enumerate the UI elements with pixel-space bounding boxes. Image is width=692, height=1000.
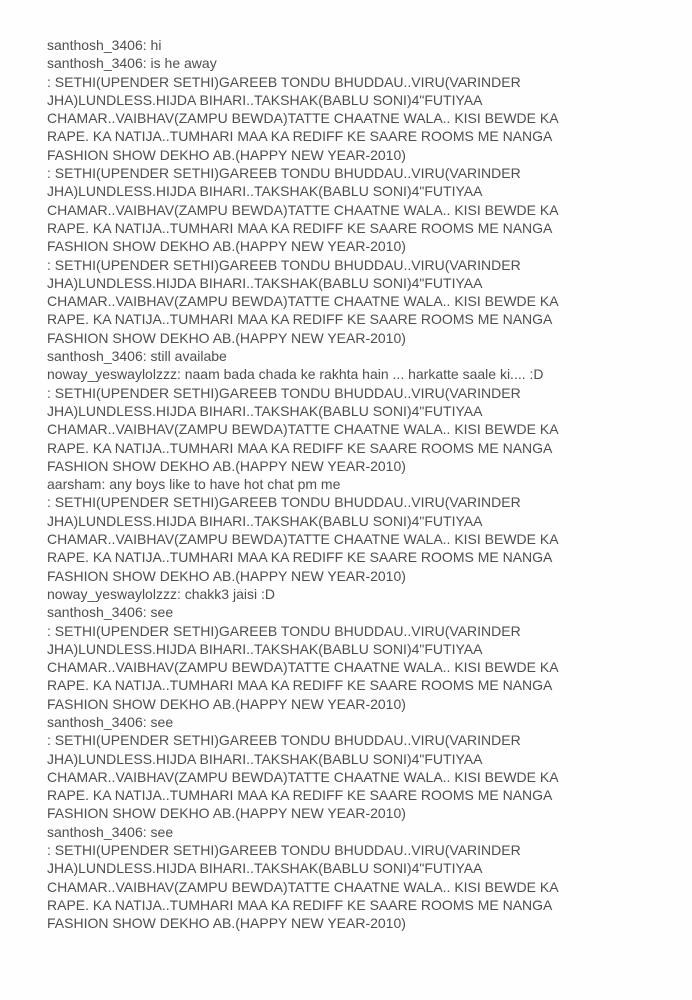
spam-message-line — [47, 256, 687, 274]
spam-message-line — [47, 878, 687, 896]
spam-message-line — [47, 841, 687, 859]
spam-line-text: FASHION SHOW DEKHO AB.(HAPPY NEW YEAR-2010) — [47, 567, 406, 584]
chat-username: noway_yeswaylolzzz — [47, 366, 177, 383]
spam-message-line — [47, 292, 687, 310]
spam-line-text: FASHION SHOW DEKHO AB.(HAPPY NEW YEAR-2010) — [47, 915, 406, 932]
spam-line-text: RAPE. KA NATIJA..TUMHARI MAA KA REDIFF KE SAARE ROOMS ME NANGA — [47, 677, 553, 694]
spam-message-line — [47, 804, 687, 822]
chat-message-text: : chakk3 jaisi :D — [176, 585, 275, 602]
spam-message-line — [47, 548, 687, 566]
spam-line-text: CHAMAR..VAIBHAV(ZAMPU BEWDA)TATTE CHAATNE WALA.. KISI BEWDE KA — [47, 421, 559, 438]
spam-line-text: : SETHI(UPENDER SETHI)GAREEB TONDU BHUDDAU..VIRU(VARINDER — [47, 494, 521, 511]
spam-line-text: JHA)LUNDLESS.HIJDA BIHARI..TAKSHAK(BABLU SONI)4"FUTIYAA — [47, 183, 483, 200]
spam-message-line — [47, 530, 687, 548]
spam-message-line — [47, 146, 687, 164]
spam-line-text: RAPE. KA NATIJA..TUMHARI MAA KA REDIFF KE SAARE ROOMS ME NANGA — [47, 128, 553, 145]
spam-message-line — [47, 73, 687, 91]
spam-message-line — [47, 493, 687, 511]
spam-message-line — [47, 182, 687, 200]
spam-message-line — [47, 768, 687, 786]
spam-line-text: RAPE. KA NATIJA..TUMHARI MAA KA REDIFF KE SAARE ROOMS ME NANGA — [47, 219, 553, 236]
spam-line-text: : SETHI(UPENDER SETHI)GAREEB TONDU BHUDDAU..VIRU(VARINDER — [47, 256, 521, 273]
spam-message-line — [47, 329, 687, 347]
spam-line-text: JHA)LUNDLESS.HIJDA BIHARI..TAKSHAK(BABLU SONI)4"FUTIYAA — [47, 640, 483, 657]
spam-line-text: JHA)LUNDLESS.HIJDA BIHARI..TAKSHAK(BABLU SONI)4"FUTIYAA — [47, 402, 483, 419]
spam-message-line — [47, 127, 687, 145]
spam-message-line — [47, 731, 687, 749]
chat-message — [47, 365, 687, 383]
spam-line-text: FASHION SHOW DEKHO AB.(HAPPY NEW YEAR-2010) — [47, 146, 406, 163]
spam-message-line — [47, 676, 687, 694]
chat-message — [47, 603, 687, 621]
spam-message-line — [47, 310, 687, 328]
spam-message-line — [47, 640, 687, 658]
spam-line-text: : SETHI(UPENDER SETHI)GAREEB TONDU BHUDDAU..VIRU(VARINDER — [47, 165, 521, 182]
chat-message-text: : any boys like to have hot chat pm me — [101, 476, 341, 493]
chat-username: aarsham — [47, 476, 102, 493]
spam-line-text: FASHION SHOW DEKHO AB.(HAPPY NEW YEAR-2010) — [47, 805, 406, 822]
spam-line-text: JHA)LUNDLESS.HIJDA BIHARI..TAKSHAK(BABLU SONI)4"FUTIYAA — [47, 512, 483, 529]
spam-message-line — [47, 859, 687, 877]
spam-message-line — [47, 750, 687, 768]
chat-message — [47, 713, 687, 731]
spam-line-text: RAPE. KA NATIJA..TUMHARI MAA KA REDIFF KE SAARE ROOMS ME NANGA — [47, 311, 553, 328]
spam-line-text: : SETHI(UPENDER SETHI)GAREEB TONDU BHUDDAU..VIRU(VARINDER — [47, 842, 521, 859]
spam-line-text: : SETHI(UPENDER SETHI)GAREEB TONDU BHUDDAU..VIRU(VARINDER — [47, 384, 521, 401]
spam-message-line — [47, 786, 687, 804]
spam-line-text: CHAMAR..VAIBHAV(ZAMPU BEWDA)TATTE CHAATNE WALA.. KISI BEWDE KA — [47, 659, 559, 676]
spam-line-text: FASHION SHOW DEKHO AB.(HAPPY NEW YEAR-2010) — [47, 457, 406, 474]
spam-message-line — [47, 91, 687, 109]
spam-message-line — [47, 658, 687, 676]
chat-message-text: : hi — [142, 37, 162, 53]
chat-message-text: : see — [142, 823, 174, 840]
spam-message-line — [47, 109, 687, 127]
spam-line-text: CHAMAR..VAIBHAV(ZAMPU BEWDA)TATTE CHAATNE WALA.. KISI BEWDE KA — [47, 768, 559, 785]
chat-username: santhosh_3406 — [47, 55, 143, 72]
spam-line-text: : SETHI(UPENDER SETHI)GAREEB TONDU BHUDDAU..VIRU(VARINDER — [47, 732, 521, 749]
chat-message — [47, 54, 687, 72]
spam-line-text: CHAMAR..VAIBHAV(ZAMPU BEWDA)TATTE CHAATNE WALA.. KISI BEWDE KA — [47, 201, 559, 218]
spam-line-text: : SETHI(UPENDER SETHI)GAREEB TONDU BHUDDAU..VIRU(VARINDER — [47, 622, 521, 639]
spam-message-line — [47, 219, 687, 237]
chat-message — [47, 475, 687, 493]
spam-line-text: CHAMAR..VAIBHAV(ZAMPU BEWDA)TATTE CHAATNE WALA.. KISI BEWDE KA — [47, 110, 559, 127]
spam-line-text: JHA)LUNDLESS.HIJDA BIHARI..TAKSHAK(BABLU SONI)4"FUTIYAA — [47, 274, 483, 291]
chat-message-text: : still availabe — [142, 348, 227, 365]
spam-message-line — [47, 201, 687, 219]
chat-username: santhosh_3406 — [47, 713, 143, 730]
chat-message-text: : naam bada chada ke rakhta hain ... harkatte saale ki.... :D — [176, 366, 544, 383]
spam-line-text: RAPE. KA NATIJA..TUMHARI MAA KA REDIFF KE SAARE ROOMS ME NANGA — [47, 787, 553, 804]
chat-message — [47, 585, 687, 603]
spam-line-text: FASHION SHOW DEKHO AB.(HAPPY NEW YEAR-2010) — [47, 329, 406, 346]
chat-username: santhosh_3406 — [47, 823, 143, 840]
spam-line-text: FASHION SHOW DEKHO AB.(HAPPY NEW YEAR-2010) — [47, 238, 406, 255]
spam-message-line — [47, 237, 687, 255]
spam-message-line — [47, 914, 687, 932]
spam-message-line — [47, 164, 687, 182]
spam-message-line — [47, 439, 687, 457]
chat-message — [47, 347, 687, 365]
chat-message-text: : see — [142, 713, 174, 730]
spam-message-line — [47, 457, 687, 475]
spam-line-text: CHAMAR..VAIBHAV(ZAMPU BEWDA)TATTE CHAATNE WALA.. KISI BEWDE KA — [47, 878, 559, 895]
spam-line-text: RAPE. KA NATIJA..TUMHARI MAA KA REDIFF KE SAARE ROOMS ME NANGA — [47, 439, 553, 456]
spam-message-line — [47, 402, 687, 420]
spam-message-line — [47, 420, 687, 438]
spam-line-text: RAPE. KA NATIJA..TUMHARI MAA KA REDIFF KE SAARE ROOMS ME NANGA — [47, 896, 553, 913]
chat-username: santhosh_3406 — [47, 348, 143, 365]
spam-message-line — [47, 695, 687, 713]
spam-line-text: CHAMAR..VAIBHAV(ZAMPU BEWDA)TATTE CHAATNE WALA.. KISI BEWDE KA — [47, 293, 559, 310]
spam-line-text: RAPE. KA NATIJA..TUMHARI MAA KA REDIFF KE SAARE ROOMS ME NANGA — [47, 549, 553, 566]
chat-message — [47, 36, 687, 54]
spam-message-line — [47, 274, 687, 292]
spam-message-line — [47, 896, 687, 914]
chat-username: santhosh_3406 — [47, 37, 143, 53]
chat-log — [47, 36, 687, 933]
chat-username: noway_yeswaylolzzz — [47, 585, 177, 602]
spam-line-text: JHA)LUNDLESS.HIJDA BIHARI..TAKSHAK(BABLU SONI)4"FUTIYAA — [47, 91, 483, 108]
spam-line-text: : SETHI(UPENDER SETHI)GAREEB TONDU BHUDDAU..VIRU(VARINDER — [47, 73, 521, 90]
spam-line-text: JHA)LUNDLESS.HIJDA BIHARI..TAKSHAK(BABLU SONI)4"FUTIYAA — [47, 860, 483, 877]
spam-message-line — [47, 567, 687, 585]
chat-message-text: : is he away — [142, 55, 217, 72]
spam-message-line — [47, 384, 687, 402]
chat-message-text: : see — [142, 604, 174, 621]
spam-message-line — [47, 512, 687, 530]
chat-message — [47, 823, 687, 841]
spam-message-line — [47, 622, 687, 640]
spam-line-text: CHAMAR..VAIBHAV(ZAMPU BEWDA)TATTE CHAATNE WALA.. KISI BEWDE KA — [47, 531, 559, 548]
spam-line-text: FASHION SHOW DEKHO AB.(HAPPY NEW YEAR-2010) — [47, 695, 406, 712]
chat-username: santhosh_3406 — [47, 604, 143, 621]
spam-line-text: JHA)LUNDLESS.HIJDA BIHARI..TAKSHAK(BABLU SONI)4"FUTIYAA — [47, 750, 483, 767]
